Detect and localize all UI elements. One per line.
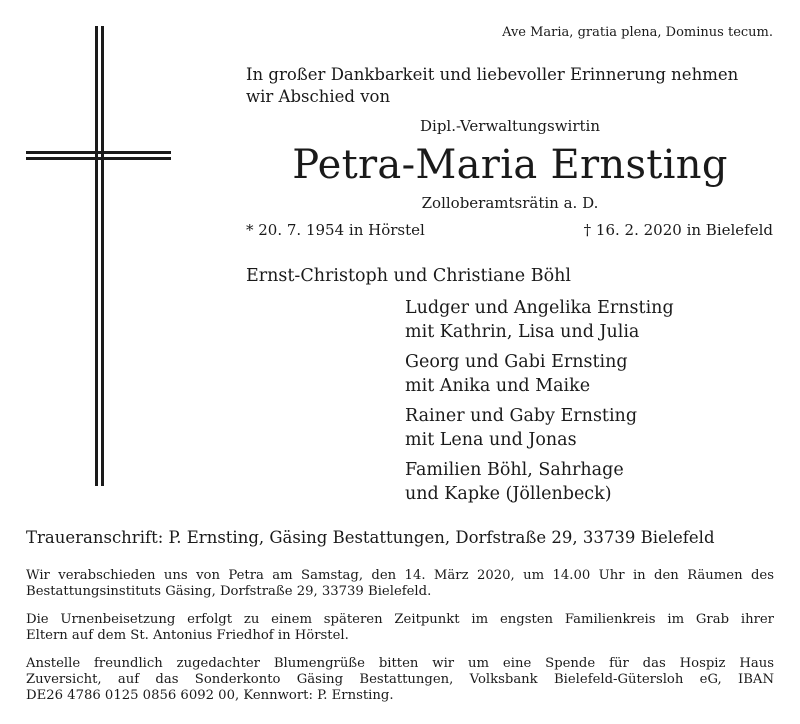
family-line: mit Kathrin, Lisa und Julia: [405, 322, 640, 342]
family-line: mit Anika und Maike: [405, 376, 591, 396]
family-group: [405, 296, 674, 344]
deceased-name: Petra-Maria Ernsting: [292, 142, 728, 188]
deceased-degree: Dipl.-Verwaltungswirtin: [420, 117, 600, 135]
notice-line: DE26 4786 0125 0856 6092 00, Kennwort: P. Ernsting.: [26, 688, 394, 703]
notice-line: Wir verabschieden uns von Petra am Samstag, den 14. März 2020, um 14.00 Uhr in den Räumen des: [26, 568, 774, 583]
family-line: Ludger und Angelika Ernsting: [405, 298, 674, 318]
family-line: und Kapke (Jöllenbeck): [405, 484, 612, 504]
family-group: [405, 458, 624, 506]
intro-line-2: wir Abschied von: [246, 87, 391, 106]
notice-line: Eltern auf dem St. Antonius Friedhof in Hörstel.: [26, 628, 349, 643]
family-first: Ernst-Christoph und Christiane Böhl: [246, 266, 571, 286]
notice-line: Bestattungsinstituts Gäsing, Dorfstraße 29, 33739 Bielefeld.: [26, 584, 432, 599]
donation-notice: [26, 656, 774, 704]
family-group: [405, 350, 628, 398]
family-group: [405, 404, 637, 452]
motto: Ave Maria, gratia plena, Dominus tecum.: [502, 25, 773, 40]
farewell-notice: [26, 568, 774, 600]
deceased-rank: Zolloberamtsrätin a. D.: [421, 194, 599, 212]
family-line: Rainer und Gaby Ernsting: [405, 406, 638, 426]
death-date: † 16. 2. 2020 in Bielefeld: [583, 221, 773, 239]
notice-line: Anstelle freundlich zugedachter Blumengrüße bitten wir um eine Spende für das Hospiz Haus: [26, 656, 774, 671]
intro-line-1: In großer Dankbarkeit und liebevoller Erinnerung nehmen: [246, 65, 739, 84]
notice-line: Zuversicht, auf das Sonderkonto Gäsing Bestattungen, Volksbank Bielefeld-Gütersloh eG, IBAN: [26, 672, 774, 687]
family-line: Familien Böhl, Sahrhage: [405, 460, 624, 480]
urn-notice: [26, 612, 774, 644]
notice-line: Die Urnenbeisetzung erfolgt zu einem späteren Zeitpunkt im engsten Familienkreis im Grab ihrer: [26, 612, 774, 627]
cross-symbol: [26, 26, 171, 486]
mourning-address: Traueranschrift: P. Ernsting, Gäsing Bestattungen, Dorfstraße 29, 33739 Bielefeld: [26, 528, 715, 547]
family-line: mit Lena und Jonas: [405, 430, 577, 450]
birth-date: * 20. 7. 1954 in Hörstel: [246, 221, 425, 239]
intro-text: [246, 64, 786, 108]
family-line: Georg und Gabi Ernsting: [405, 352, 628, 372]
